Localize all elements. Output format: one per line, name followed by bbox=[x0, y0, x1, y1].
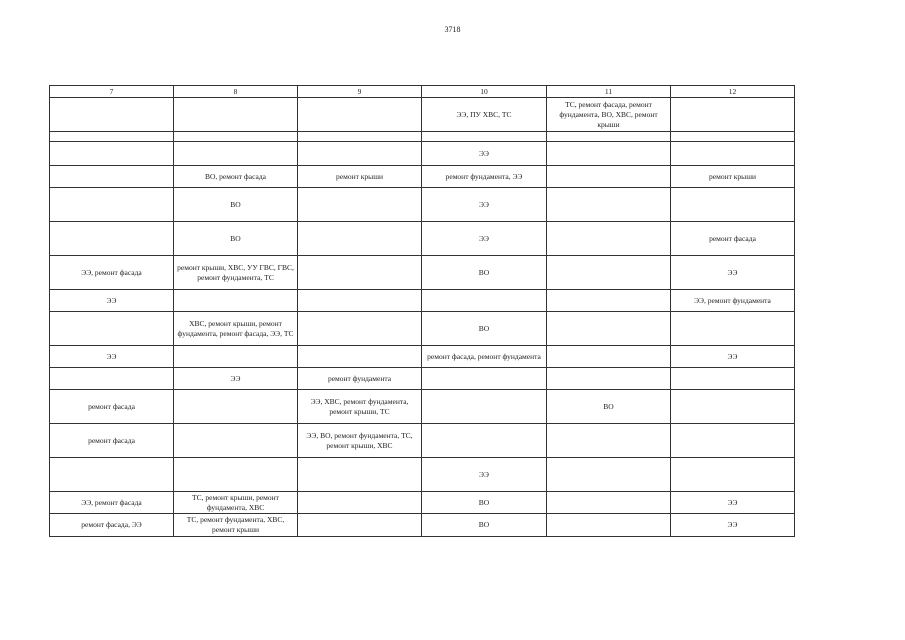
table-cell: ремонт крыши bbox=[671, 166, 795, 188]
table-cell bbox=[174, 346, 298, 368]
page-number: 3718 bbox=[444, 25, 461, 34]
table-cell: ЭЭ, ВО, ремонт фундамента, ТС, ремонт крыши, ХВС bbox=[298, 424, 422, 458]
table-cell: ВО, ремонт фасада bbox=[174, 166, 298, 188]
table-cell bbox=[422, 290, 547, 312]
table-cell bbox=[547, 166, 671, 188]
table-cell: ВО bbox=[422, 514, 547, 537]
column-header: 8 bbox=[174, 86, 298, 98]
table-cell bbox=[50, 132, 174, 142]
table-cell: ЭЭ bbox=[671, 256, 795, 290]
table-cell bbox=[547, 458, 671, 492]
table-cell bbox=[298, 98, 422, 132]
table-cell bbox=[298, 458, 422, 492]
table-cell bbox=[547, 132, 671, 142]
table-cell bbox=[547, 492, 671, 514]
table-cell: ремонт фасада, ЭЭ bbox=[50, 514, 174, 537]
table-row bbox=[50, 346, 795, 368]
table-row bbox=[50, 514, 795, 537]
table-cell: ЭЭ bbox=[671, 514, 795, 537]
table-cell: ЭЭ, ремонт фасада bbox=[50, 256, 174, 290]
table-cell bbox=[298, 256, 422, 290]
table-row bbox=[50, 458, 795, 492]
table-cell bbox=[174, 142, 298, 166]
table-cell: ремонт фасада bbox=[671, 222, 795, 256]
table-cell: ВО bbox=[174, 222, 298, 256]
table-cell: ВО bbox=[547, 390, 671, 424]
table-row bbox=[50, 142, 795, 166]
column-header: 7 bbox=[50, 86, 174, 98]
table-cell: ремонт крыши, ХВС, УУ ГВС, ГВС, ремонт фундамента, ТС bbox=[174, 256, 298, 290]
table-cell: ремонт фундамента bbox=[298, 368, 422, 390]
table-cell bbox=[547, 368, 671, 390]
table-cell: ЭЭ, ХВС, ремонт фундамента, ремонт крыши, ТС bbox=[298, 390, 422, 424]
table-cell bbox=[671, 188, 795, 222]
table-cell: ВО bbox=[422, 492, 547, 514]
table-cell: ЭЭ bbox=[671, 492, 795, 514]
table-cell: ремонт крыши bbox=[298, 166, 422, 188]
table-cell bbox=[50, 458, 174, 492]
table-cell bbox=[50, 222, 174, 256]
table-cell bbox=[298, 188, 422, 222]
table-cell bbox=[547, 188, 671, 222]
table-row bbox=[50, 256, 795, 290]
table-cell: ХВС, ремонт крыши, ремонт фундамента, ремонт фасада, ЭЭ, ТС bbox=[174, 312, 298, 346]
column-header: 9 bbox=[298, 86, 422, 98]
table-cell: ВО bbox=[174, 188, 298, 222]
table-cell bbox=[671, 458, 795, 492]
table-cell bbox=[547, 142, 671, 166]
table-cell bbox=[50, 142, 174, 166]
table-cell bbox=[547, 346, 671, 368]
table-cell bbox=[298, 222, 422, 256]
works-table bbox=[49, 85, 795, 537]
table-cell bbox=[174, 458, 298, 492]
table-cell: ЭЭ bbox=[671, 346, 795, 368]
table-cell bbox=[174, 390, 298, 424]
table-cell: ЭЭ bbox=[422, 188, 547, 222]
table-cell bbox=[174, 132, 298, 142]
table-cell bbox=[671, 424, 795, 458]
table-cell: ремонт фасада bbox=[50, 390, 174, 424]
table-cell bbox=[422, 390, 547, 424]
table-cell bbox=[174, 424, 298, 458]
column-header: 11 bbox=[547, 86, 671, 98]
table-cell bbox=[298, 514, 422, 537]
table-cell bbox=[50, 368, 174, 390]
table-cell: ЭЭ, ремонт фасада bbox=[50, 492, 174, 514]
table-cell bbox=[298, 142, 422, 166]
table-cell bbox=[671, 132, 795, 142]
table-cell: ТС, ремонт фундамента, ХВС, ремонт крыши bbox=[174, 514, 298, 537]
table-cell bbox=[298, 346, 422, 368]
table-cell: ТС, ремонт крыши, ремонт фундамента, ХВС bbox=[174, 492, 298, 514]
table-cell: ВО bbox=[422, 312, 547, 346]
table-row bbox=[50, 390, 795, 424]
table-cell bbox=[422, 132, 547, 142]
table-cell bbox=[174, 98, 298, 132]
table-cell bbox=[547, 256, 671, 290]
table-cell: ЭЭ, ремонт фундамента bbox=[671, 290, 795, 312]
table-cell bbox=[671, 312, 795, 346]
table-row bbox=[50, 222, 795, 256]
table-cell: ВО bbox=[422, 256, 547, 290]
table-cell bbox=[547, 312, 671, 346]
table-cell bbox=[50, 166, 174, 188]
table-cell bbox=[174, 290, 298, 312]
table-cell: ЭЭ bbox=[422, 222, 547, 256]
table-row bbox=[50, 132, 795, 142]
table-cell bbox=[50, 98, 174, 132]
column-header: 10 bbox=[422, 86, 547, 98]
table-cell bbox=[50, 188, 174, 222]
table-cell bbox=[671, 390, 795, 424]
table-cell bbox=[298, 290, 422, 312]
table-cell bbox=[50, 312, 174, 346]
table-cell: ЭЭ bbox=[422, 142, 547, 166]
table-row bbox=[50, 188, 795, 222]
table-row bbox=[50, 98, 795, 132]
table-row bbox=[50, 312, 795, 346]
table-cell bbox=[422, 424, 547, 458]
table-cell bbox=[547, 514, 671, 537]
table-cell bbox=[671, 368, 795, 390]
table-cell bbox=[671, 98, 795, 132]
table-row bbox=[50, 290, 795, 312]
table-cell bbox=[298, 312, 422, 346]
table-cell: ремонт фасада bbox=[50, 424, 174, 458]
table-row bbox=[50, 368, 795, 390]
table-cell bbox=[547, 222, 671, 256]
table-cell bbox=[422, 368, 547, 390]
table-cell: ЭЭ bbox=[50, 290, 174, 312]
table-cell bbox=[298, 132, 422, 142]
table-row bbox=[50, 424, 795, 458]
table-cell bbox=[298, 492, 422, 514]
table-cell: ЭЭ bbox=[174, 368, 298, 390]
column-header: 12 bbox=[671, 86, 795, 98]
table-cell: ЭЭ, ПУ ХВС, ТС bbox=[422, 98, 547, 132]
table-cell: ремонт фундамента, ЭЭ bbox=[422, 166, 547, 188]
table-cell: ЭЭ bbox=[422, 458, 547, 492]
table-cell: ЭЭ bbox=[50, 346, 174, 368]
table-row bbox=[50, 166, 795, 188]
table-cell: ремонт фасада, ремонт фундамента bbox=[422, 346, 547, 368]
table-cell bbox=[671, 142, 795, 166]
table-cell bbox=[547, 424, 671, 458]
table-cell bbox=[547, 290, 671, 312]
table-row bbox=[50, 492, 795, 514]
column-header-row bbox=[50, 86, 795, 98]
table-cell: ТС, ремонт фасада, ремонт фундамента, ВО, ХВС, ремонт крыши bbox=[547, 98, 671, 132]
